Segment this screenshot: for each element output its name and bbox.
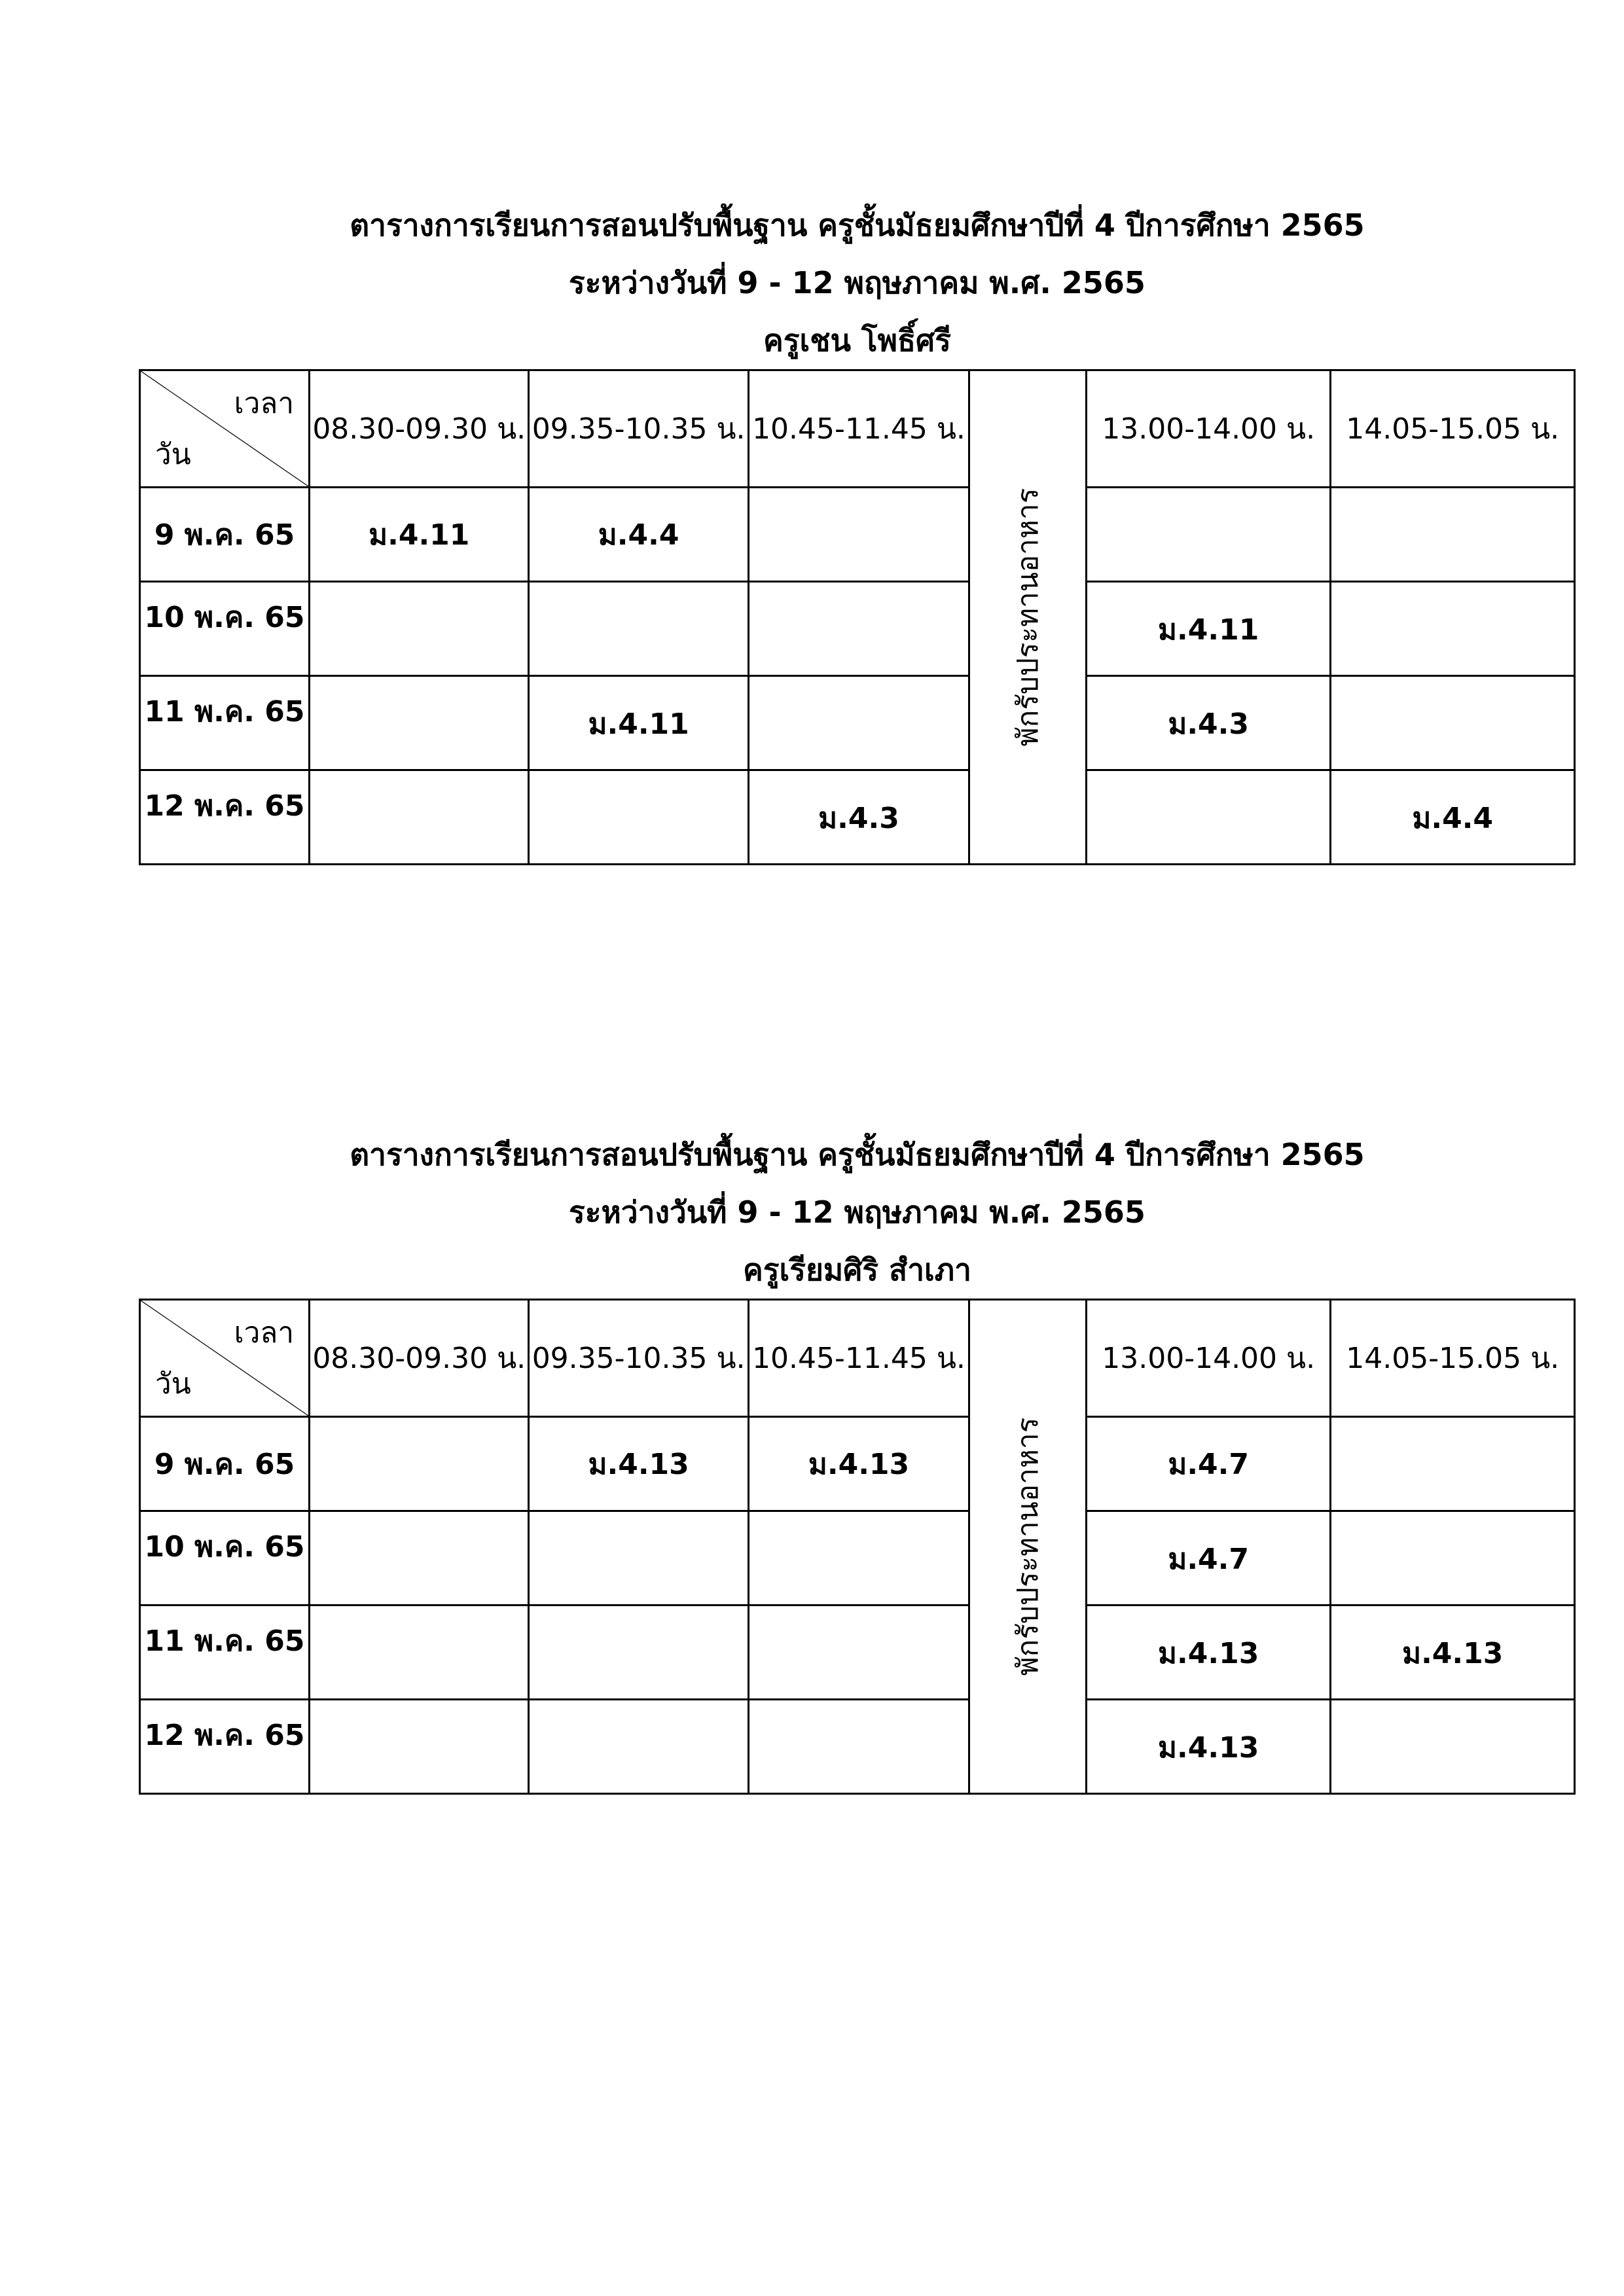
schedule-title: ตารางการเรียนการสอนปรับพื้นฐาน ครูชั้นมัธยมศึกษาปีที่ 4 ปีการศึกษา 2565 [350,207,1365,243]
class-cell [1086,676,1331,770]
class-cell [529,676,748,770]
class-label [530,841,747,863]
class-label: ม.4.4 [1412,802,1494,835]
time-slot-header: 09.35-10.35 น. [529,1300,748,1417]
class-cell [310,1700,529,1794]
corner-day-label: วัน [155,438,191,471]
header-row [140,370,1575,488]
class-cell [748,582,969,676]
schedule-period: ระหว่างวันที่ 9 - 12 พฤษภาคม พ.ศ. 2565 [569,1194,1146,1230]
class-cell: ม.4.13 [748,1417,969,1511]
time-slot-header: 14.05-15.05 น. [1331,1300,1575,1417]
class-label [530,1676,747,1698]
class-cell [1331,488,1575,582]
class-label [310,1770,528,1793]
teacher-name: ครูเรียมศิริ สำเภา [743,1252,971,1287]
day-label: 12 พ.ค. 65 [144,1719,305,1752]
class-label [310,841,528,863]
class-label: ม.4.11 [588,708,689,741]
lunch-break-column [969,370,1087,865]
table-row [140,676,1575,770]
time-slot-header: 10.45-11.45 น. [748,370,969,488]
class-cell: ม.4.11 [310,488,529,582]
schedule-block-2 [139,1126,1576,1795]
class-label [749,747,968,769]
time-slot-header: 09.35-10.35 น. [529,370,748,488]
corner-cell [140,1300,310,1417]
table-row [140,582,1575,676]
day-cell [140,1605,310,1700]
class-cell [1331,582,1575,676]
class-cell [1331,1605,1575,1700]
class-cell [748,488,969,582]
header-row [140,1300,1575,1417]
schedule-header [139,1126,1576,1299]
lunch-break-label: พักรับประทานอาหาร [1011,1417,1045,1676]
class-cell [1086,582,1331,676]
time-slot-header: 13.00-14.00 น. [1086,1300,1331,1417]
class-cell [310,770,529,865]
corner-cell [140,370,310,488]
class-cell [529,1700,748,1794]
class-label [310,1582,528,1604]
day-cell: 9 พ.ค. 65 [140,1417,310,1511]
class-label [1331,1582,1574,1604]
class-label [1087,841,1330,863]
day-cell: 9 พ.ค. 65 [140,488,310,582]
class-cell [1331,676,1575,770]
class-cell [310,1605,529,1700]
class-cell [1086,770,1331,865]
day-cell [140,676,310,770]
class-label [310,653,528,675]
table-row [140,1511,1575,1605]
class-cell [1331,1700,1575,1794]
class-label [530,1582,747,1604]
class-cell [1086,488,1331,582]
corner-time-label: เวลา [234,387,295,420]
class-label: ม.4.13 [1402,1637,1504,1670]
class-label: ม.4.11 [1158,613,1259,647]
schedule-period: ระหว่างวันที่ 9 - 12 พฤษภาคม พ.ศ. 2565 [569,265,1146,300]
day-cell [140,582,310,676]
class-label: ม.4.13 [1158,1637,1259,1670]
class-cell [748,770,969,865]
class-cell [529,1605,748,1700]
class-label [310,747,528,769]
table-row [140,1605,1575,1700]
class-label [530,1770,747,1793]
corner-day-label: วัน [155,1367,191,1401]
class-cell [1086,1605,1331,1700]
schedule-table [139,1299,1576,1795]
time-slot-header: 10.45-11.45 น. [748,1300,969,1417]
class-label [749,1582,968,1604]
class-label [310,1676,528,1698]
table-row [140,770,1575,865]
day-cell [140,1700,310,1794]
class-label: ม.4.7 [1168,1543,1249,1576]
class-label: ม.4.3 [818,802,899,835]
time-slot-header: 13.00-14.00 น. [1086,370,1331,488]
class-cell [1331,770,1575,865]
table-row [140,1700,1575,1794]
class-cell [529,770,748,865]
class-cell [748,1511,969,1605]
class-cell [748,676,969,770]
class-cell [529,1511,748,1605]
corner-time-label: เวลา [234,1316,295,1350]
day-label: 11 พ.ค. 65 [144,695,305,728]
class-cell [310,676,529,770]
class-cell [748,1700,969,1794]
class-cell [310,582,529,676]
table-row [140,488,1575,582]
day-cell [140,1511,310,1605]
lunch-break-column [969,1300,1087,1794]
class-cell [748,1605,969,1700]
class-cell: ม.4.4 [529,488,748,582]
time-slot-header: 08.30-09.30 น. [310,1300,529,1417]
schedule-title: ตารางการเรียนการสอนปรับพื้นฐาน ครูชั้นมัธยมศึกษาปีที่ 4 ปีการศึกษา 2565 [350,1137,1365,1172]
time-slot-header: 08.30-09.30 น. [310,370,529,488]
day-label: 11 พ.ค. 65 [144,1624,305,1658]
schedule-table [139,369,1576,865]
teacher-name: ครูเชน โพธิ์ศรี [763,323,951,358]
class-label: ม.4.3 [1168,708,1249,741]
class-cell: ม.4.13 [529,1417,748,1511]
table-row [140,1417,1575,1511]
schedule-block-1 [139,196,1576,865]
class-label [530,653,747,675]
class-cell [310,1417,529,1511]
class-cell [1086,1700,1331,1794]
class-label [749,653,968,675]
class-label: ม.4.13 [1158,1731,1259,1765]
lunch-break-label: พักรับประทานอาหาร [1011,488,1045,747]
day-label: 10 พ.ค. 65 [144,1530,305,1564]
schedule-header [139,196,1576,369]
class-label [1331,653,1574,675]
class-label [749,1676,968,1698]
class-cell [1331,1511,1575,1605]
day-cell [140,770,310,865]
time-slot-header: 14.05-15.05 น. [1331,370,1575,488]
class-cell [1331,1417,1575,1511]
class-cell: ม.4.7 [1086,1417,1331,1511]
class-label [749,1770,968,1793]
class-label [1331,1770,1574,1793]
class-cell [1086,1511,1331,1605]
class-label [1331,747,1574,769]
class-cell [310,1511,529,1605]
day-label: 10 พ.ค. 65 [144,601,305,634]
class-cell [529,582,748,676]
day-label: 12 พ.ค. 65 [144,789,305,823]
